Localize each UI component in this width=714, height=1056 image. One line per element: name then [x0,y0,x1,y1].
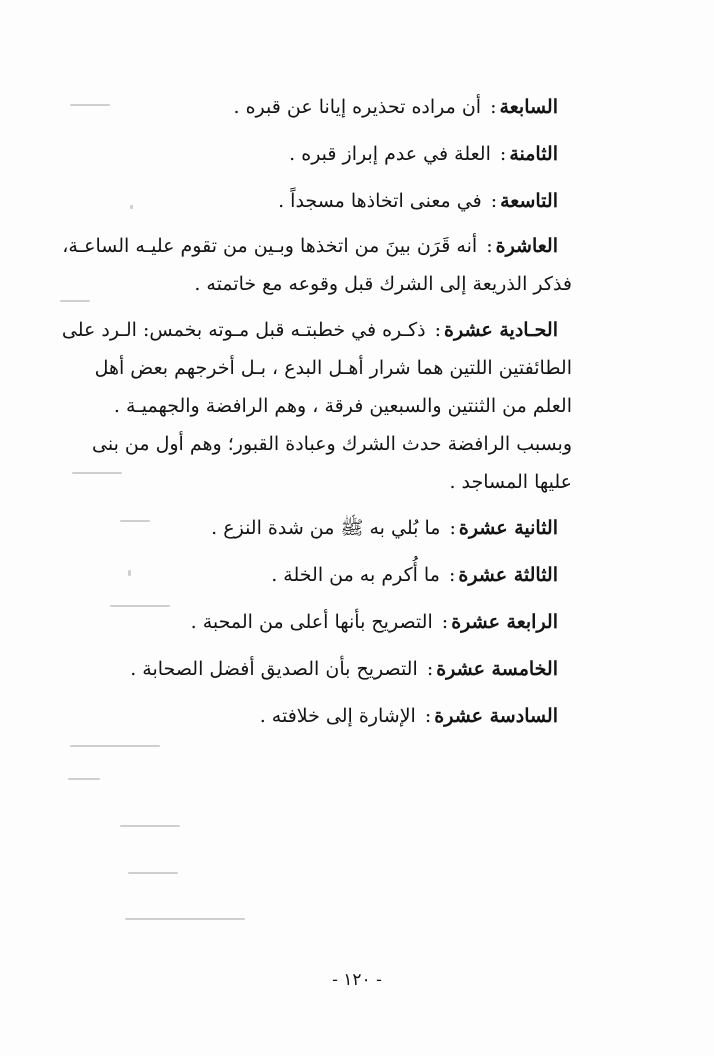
item-eighth [58,131,572,178]
scan-speck [70,745,160,747]
item-label: الحـادية عشرة [444,319,558,341]
item-separator: : [441,611,449,633]
item-text: التصريح بأنها أعلى من المحبة . [190,611,433,633]
item-separator: : [490,190,498,212]
item-label: السادسة عشرة [434,705,558,727]
item-text: ما بُلي به ﷺ من شدة النزع . [211,517,441,539]
item-text: في معنى اتخاذها مسجداً . [278,190,482,212]
item-label: العاشرة [495,235,558,257]
item-ninth [58,178,572,225]
item-separator: : [449,517,456,539]
text-block [58,84,572,740]
page-number: - ١٢٠ - [332,970,382,990]
item-label: التاسعة [500,190,558,212]
item-text: أنه قَرَن بينَ من اتخذها وبـين من تقوم عليـه الساعـة، فذكر الذريعة إلى الشرك قبل وقوعه مع خاتمته . [62,235,572,295]
item-separator: : [434,319,442,341]
scan-speck [70,104,110,106]
item-thirteenth [58,552,572,599]
item-text: أن مراده تحذيره إيانا عن قبره . [233,96,482,118]
item-label: الثالثة عشرة [458,564,558,586]
item-eleventh [58,311,572,501]
item-separator: : [490,96,497,118]
scan-speck [125,918,245,920]
item-fifteenth [58,646,572,693]
scan-speck [68,778,100,780]
item-text: التصريح بأن الصديق أفضل الصحابة . [130,658,418,680]
item-twelfth [58,505,572,552]
scan-speck [110,605,170,607]
item-label: السابعة [499,96,558,118]
scan-speck [128,872,178,874]
item-text: ما أُكرم به من الخلة . [271,564,440,586]
item-separator: : [426,658,434,680]
item-separator: : [499,143,507,165]
item-text: العلة في عدم إبراز قبره . [289,143,491,165]
item-label: الخامسة عشرة [436,658,558,680]
scan-speck [128,570,131,576]
scan-speck [72,472,122,474]
scan-speck [120,825,180,827]
item-separator: : [424,705,432,727]
item-seventh [58,84,572,131]
item-sixteenth [58,693,572,740]
scan-speck [60,300,90,302]
item-tenth [58,227,572,303]
item-separator: : [448,564,456,586]
item-text: الإشارة إلى خلافته . [259,705,416,727]
item-separator: : [486,235,493,257]
scan-speck [130,205,133,209]
scan-speck [120,520,150,522]
item-label: الرابعة عشرة [451,611,558,633]
item-label: الثامنة [509,143,558,165]
item-label: الثانية عشرة [458,517,558,539]
item-text: ذكـره في خطبتـه قبل مـوته بخمس: الـرد على الطائفتين اللتين هما شرار أهـل البدع ، بـل أخرجهم بعض أهل العلم من الثنتين والسبعين فرقة ، وهم الرافضة والجهميـة . وبسبب الرافضة حدث الشرك وعبادة القبور؛ وهم أول من بنى عليها المساجد . [61,319,572,493]
